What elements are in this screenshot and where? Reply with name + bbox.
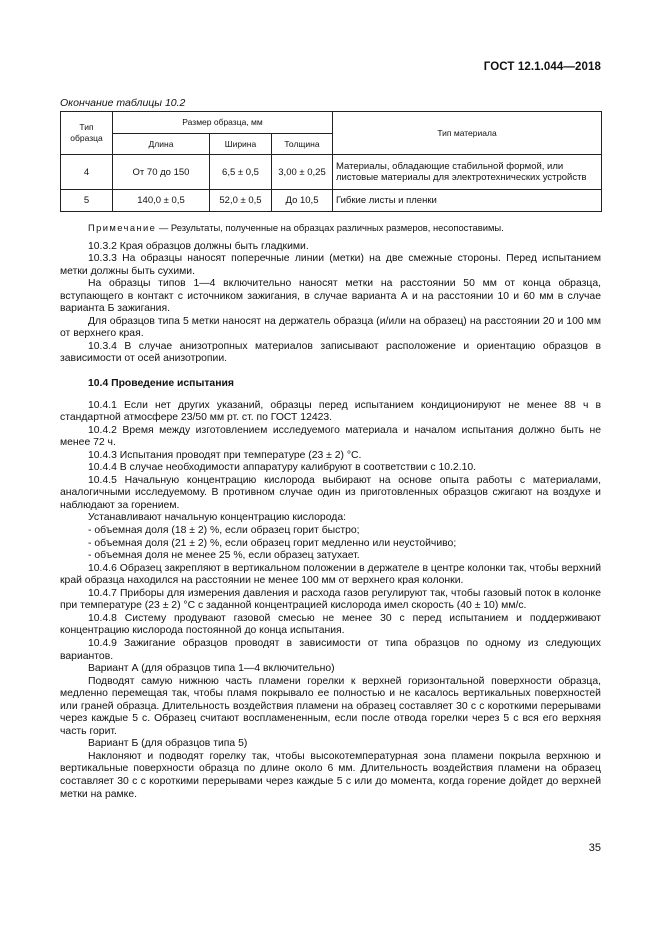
paragraph: 10.4.6 Образец закрепляют в вертикальном положении в держателе в центре колонки так, чтобы верхний край образца находился на расстоянии не менее 100 мм от верхнего края колонки. — [60, 562, 601, 587]
list-item: - объемная доля не менее 25 %, если образец затухает. — [88, 550, 360, 562]
paragraph: 10.3.4 В случае анизотропных материалов записывают расположение и ориентацию образцов в зависимости от осей анизотропии. — [60, 340, 601, 365]
paragraph: Подводят самую нижнюю часть пламени горелки к верхней горизонтальной поверхности образца, медленно перемещая так, чтобы пламя покрывало ее полностью и не касалось вертикальных поверхностей или граней образца. Длительность воздействия пламени на образец составляет 30 с с короткими перерывами через каждые 5 с. Образец считают воспламененным, если после отвода горелки через 5 с вся его верхняя часть горит. — [60, 675, 601, 737]
cell-length: От 70 до 150 — [113, 155, 210, 190]
cell-width: 52,0 ± 0,5 — [210, 190, 272, 212]
paragraph: 10.3.2 Края образцов должны быть гладкими. — [88, 240, 309, 252]
section-title: 10.4 Проведение испытания — [88, 378, 234, 390]
paragraph: 10.4.4 В случае необходимости аппаратуру калибруют в соответствии с 10.2.10. — [88, 462, 477, 474]
cell-thickness: 3,00 ± 0,25 — [272, 155, 333, 190]
cell-type: 4 — [61, 155, 113, 190]
page-number: 35 — [588, 842, 601, 854]
specimen-size-table — [60, 111, 602, 212]
variant-b-heading: Вариант Б (для образцов типа 5) — [88, 738, 248, 750]
note-label: Примечание — [88, 222, 157, 233]
table-note — [60, 222, 601, 235]
variant-a-heading: Вариант А (для образцов типа 1—4 включительно) — [88, 663, 335, 675]
table-row — [61, 155, 602, 190]
table-row — [61, 190, 602, 212]
document-id: ГОСТ 12.1.044—2018 — [483, 61, 601, 73]
note-text: — Результаты, полученные на образцах различных размеров, несопоставимы. — [156, 222, 504, 233]
paragraph: 10.4.9 Зажигание образцов проводят в зависимости от типа образцов по одному из следующих вариантов. — [60, 637, 601, 662]
cell-length: 140,0 ± 0,5 — [113, 190, 210, 212]
table-caption: Окончание таблицы 10.2 — [60, 97, 186, 109]
paragraph: 10.4.7 Приборы для измерения давления и расхода газов регулируют так, чтобы газовый поток в колонке при температуре (23 ± 2) °С с заданной концентрацией кислорода имел скорость (40 ± 10) мм/с. — [60, 587, 601, 612]
paragraph: Устанавливают начальную концентрацию кислорода: — [88, 512, 346, 524]
cell-material: Материалы, обладающие стабильной формой, или листовые материалы для электротехнических устройств — [333, 155, 602, 190]
paragraph: 10.4.8 Систему продувают газовой смесью не менее 30 с перед испытанием и поддерживают концентрацию кислорода постоянной до конца испытания. — [60, 612, 601, 637]
body-text — [60, 222, 601, 801]
cell-material: Гибкие листы и пленки — [333, 190, 602, 212]
paragraph: 10.4.1 Если нет других указаний, образцы перед испытанием кондиционируют не менее 88 ч в стандартной атмосфере 23/50 мм рт. ст. по ГОСТ 12423. — [60, 399, 601, 424]
header-length: Длина — [113, 134, 210, 155]
cell-type: 5 — [61, 190, 113, 212]
list-item: - объемная доля (18 ± 2) %, если образец горит быстро; — [88, 525, 360, 537]
paragraph: 10.4.3 Испытания проводят при температуре (23 ± 2) °С. — [88, 449, 362, 461]
paragraph: 10.4.2 Время между изготовлением исследуемого материала и началом испытания должно быть не менее 72 ч. — [60, 424, 601, 449]
paragraph: 10.3.3 На образцы наносят поперечные линии (метки) на две смежные стороны. Перед испытанием метки должны быть сухими. — [60, 253, 601, 277]
header-specimen-size: Размер образца, мм — [113, 112, 333, 134]
paragraph: 10.4.5 Начальную концентрацию кислорода выбирают на основе опыта работы с материалами, аналогичными исследуемому. В противном случае один из приготовленных образцов сжигают на воздухе и наблюдают за горением. — [60, 474, 601, 511]
header-thickness: Толщина — [272, 134, 333, 155]
list-item: - объемная доля (21 ± 2) %, если образец горит медленно или неустойчиво; — [88, 537, 457, 549]
paragraph: Наклоняют и подводят горелку так, чтобы высокотемпературная зона пламени покрыла верхнюю и вертикальные поверхности образца по длине около 6 мм. Длительность воздействия пламени на образец составляет 30 с с короткими перерывами через каждые 5 с или до момента, когда горение дойдет до верхней метки на рамке. — [60, 750, 601, 800]
header-specimen-type: Тип образца — [61, 112, 113, 155]
cell-width: 6,5 ± 0,5 — [210, 155, 272, 190]
header-material-type: Тип материала — [333, 112, 602, 155]
paragraph: На образцы типов 1—4 включительно наносят метки на расстоянии 50 мм от конца образца, вступающего в контакт с источником зажигания, в случае варианта А и на расстоянии 10 и 60 мм в случае варианта Б зажигания. — [60, 278, 601, 315]
paragraph: Для образцов типа 5 метки наносят на держатель образца (и/или на образец) на расстоянии 20 и 100 мм от верхнего края. — [60, 315, 601, 340]
header-width: Ширина — [210, 134, 272, 155]
cell-thickness: До 10,5 — [272, 190, 333, 212]
